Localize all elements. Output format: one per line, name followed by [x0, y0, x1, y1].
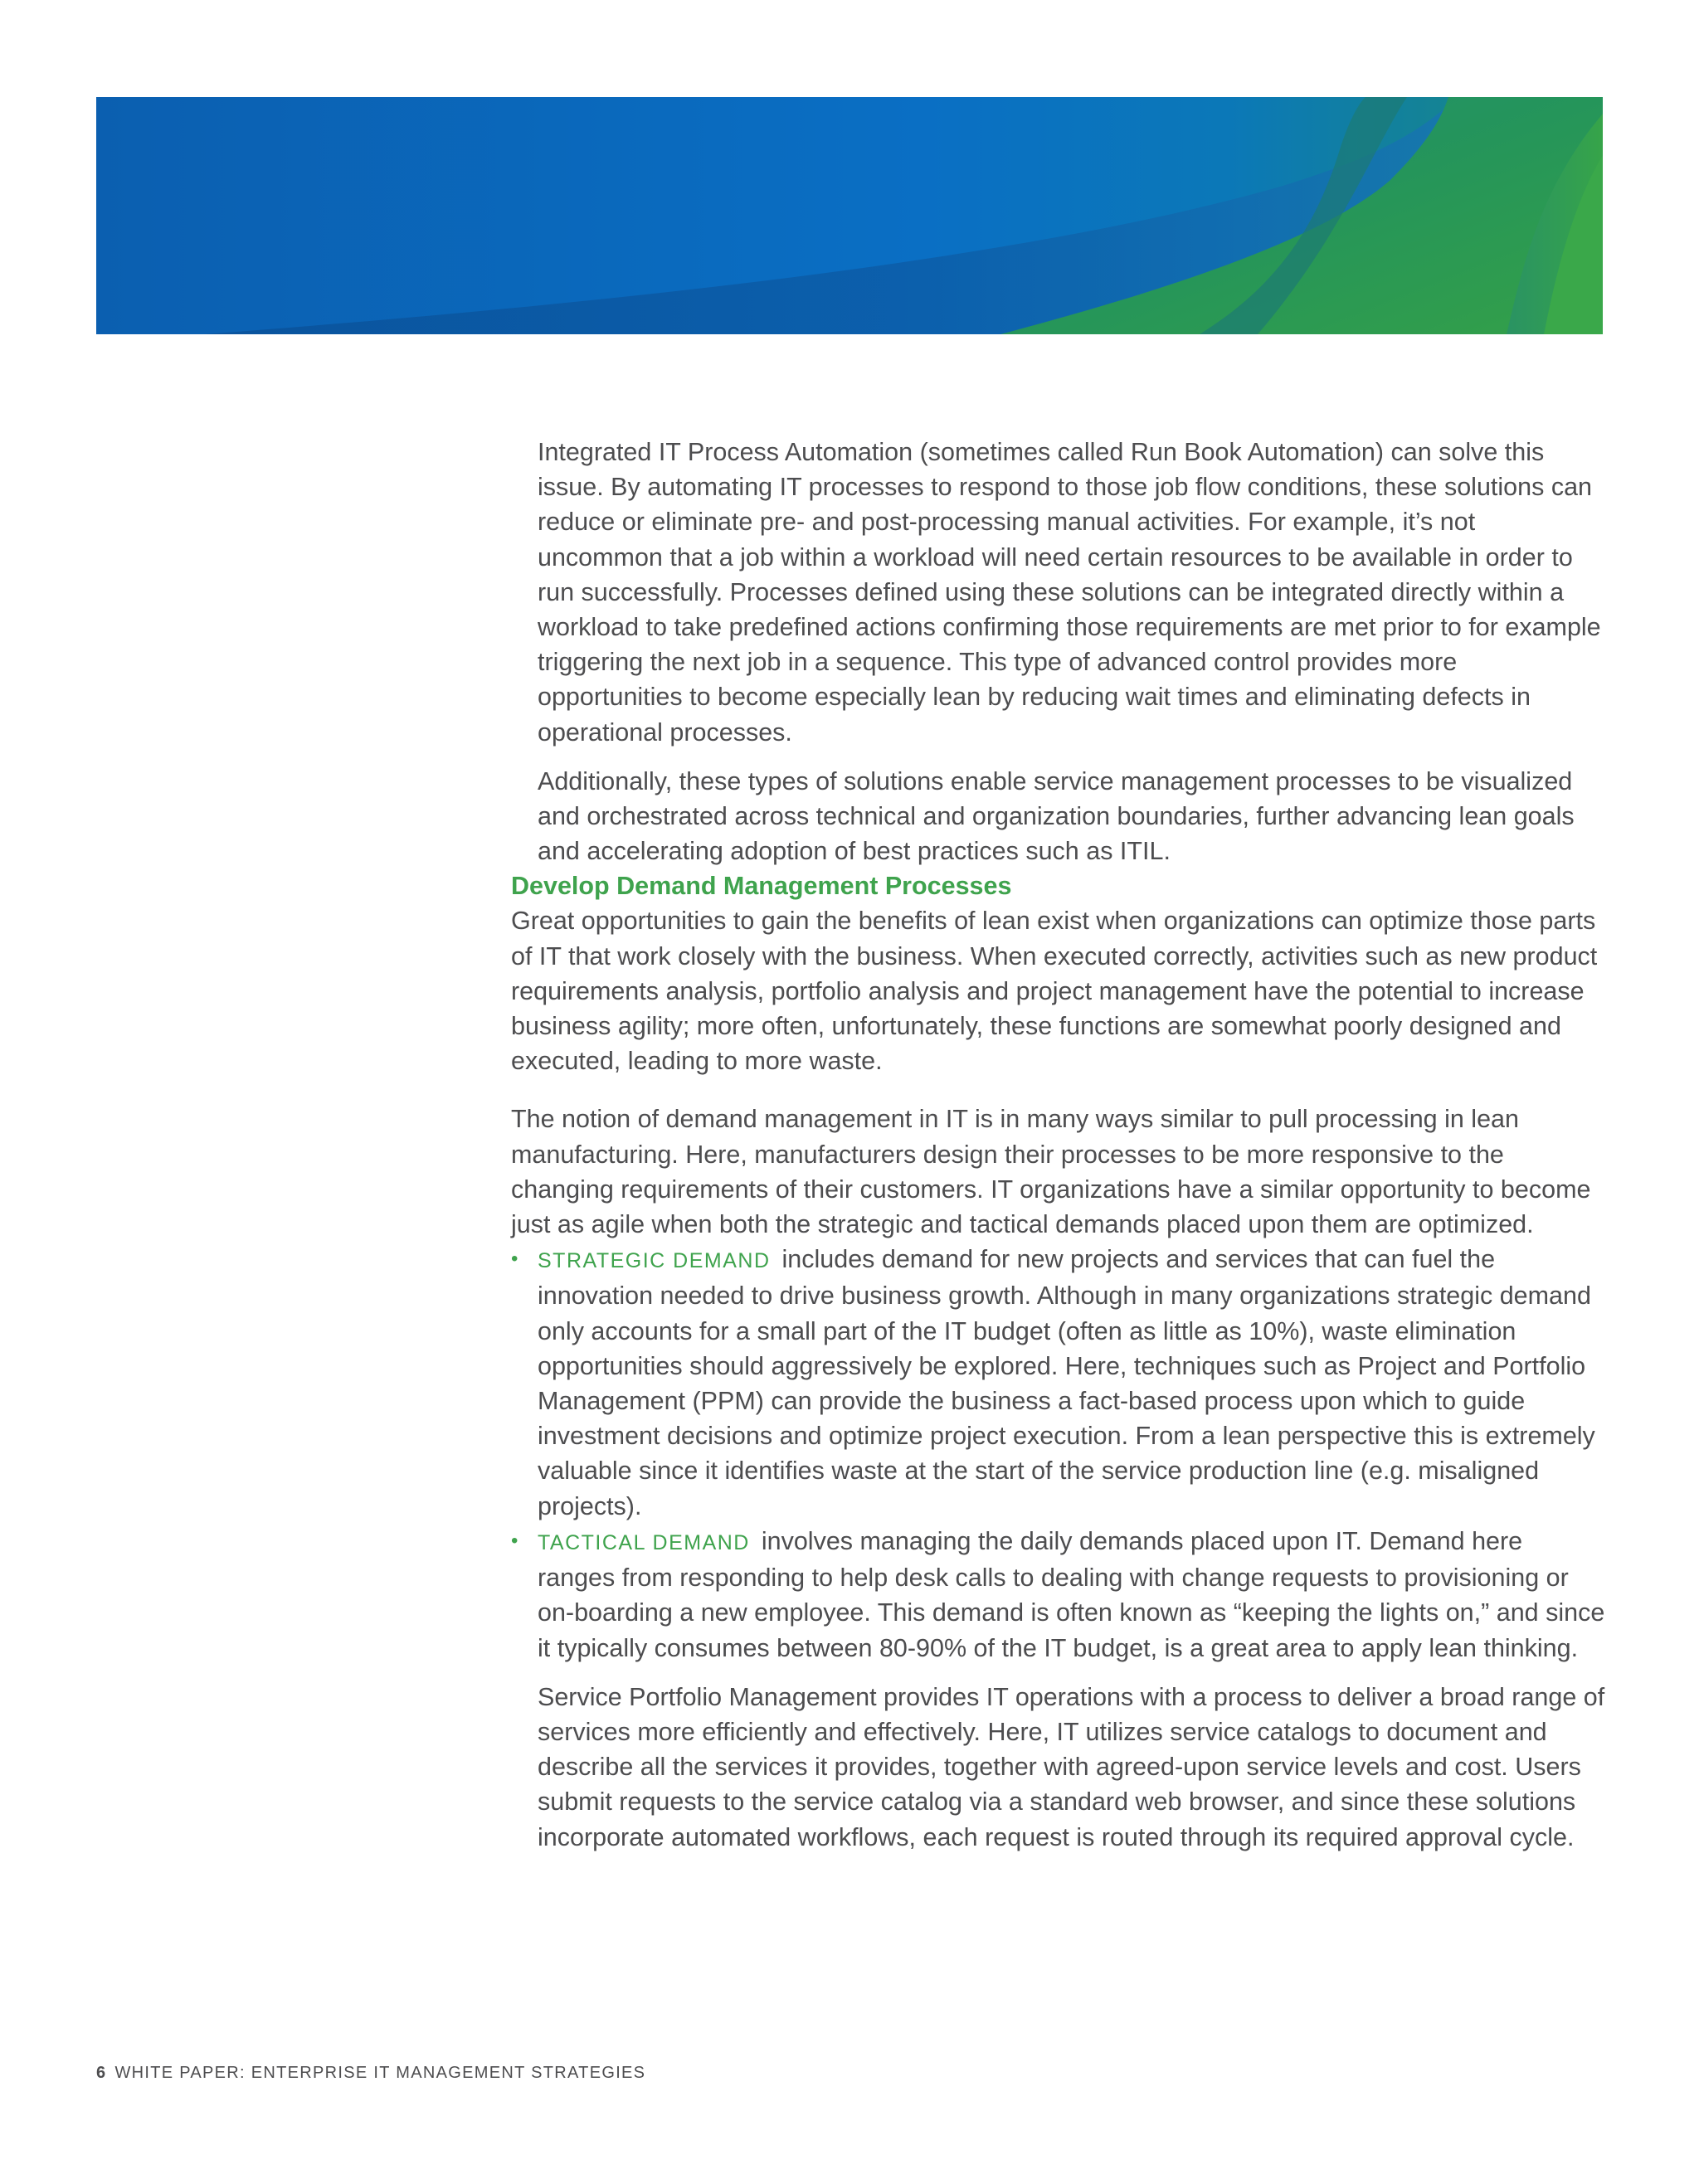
banner-graphic [96, 97, 1603, 334]
bullet-term: TACTICAL DEMAND [538, 1530, 750, 1554]
intro-paragraph-1: Integrated IT Process Automation (sometimes called Run Book Automation) can solve this issue. By automating IT processes to respond to those job flow conditions, these solutions can reduce or eliminate pre- and post-processing manual activities. For example, it’s not uncommon that a job within a workload will need certain resources to be available in order to run successfully. Processes defined using these solutions can be integrated directly within a workload to take predefined actions confirming those requirements are met prior to for example triggering the next job in a sequence. This type of advanced control provides more opportunities to become especially lean by reducing wait times and eliminating defects in operational processes. [538, 438, 1601, 747]
bullet-text: includes demand for new projects and services that can fuel the innovation needed to drive business growth. Although in many organizations strategic demand only accounts for a small part of the IT budget (often as little as 10%), waste elimination opportunities should aggressively be explored. Here, techniques such as Project and Portfolio Management (PPM) can provide the business a fact-based process upon which to guide investment decisions and optimize project execution. From a lean perspective this is extremely valuable since it identifies waste at the start of the service production line (e.g. misaligned projects). [538, 1245, 1595, 1520]
bullet-marker: • [511, 1248, 518, 1271]
bullet-strategic-demand [511, 1242, 1606, 1524]
bullet-term: STRATEGIC DEMAND [538, 1249, 771, 1273]
bullet-marker: • [511, 1529, 518, 1552]
main-content [511, 435, 1606, 1855]
header-banner [96, 97, 1603, 334]
intro-paragraph-2: Additionally, these types of solutions enable service management processes to be visualized and orchestrated across technical and organization boundaries, further advancing lean goals and accelerating adoption of best practices such as ITIL. [538, 766, 1575, 866]
page-number: 6 [96, 2064, 107, 2082]
footer-title: WHITE PAPER: ENTERPRISE IT MANAGEMENT STRATEGIES [114, 2064, 646, 2082]
bullet-tactical-demand [511, 1524, 1606, 1666]
closing-paragraph: Service Portfolio Management provides IT operations with a process to deliver a broad range of services more efficiently and effectively. Here, IT utilizes service catalogs to document and describe all the services it provides, together with agreed-upon service levels and cost. Users submit requests to the service catalog via a standard web browser, and since these solutions incorporate automated workflows, each request is routed through its required approval cycle. [538, 1682, 1605, 1851]
bullet-text: involves managing the daily demands placed upon IT. Demand here ranges from responding to help desk calls to dealing with change requests to provisioning or on-boarding a new employee. This demand is often known as “keeping the lights on,” and since it typically consumes between 80-90% of the IT budget, is a great area to apply lean thinking. [538, 1526, 1605, 1662]
section-paragraph-2: The notion of demand management in IT is in many ways similar to pull processing in lean manufacturing. Here, manufacturers design their processes to be more responsive to the changing requirements of their customers. IT organizations have a similar opportunity to become just as agile when both the strategic and tactical demands placed upon them are optimized. [511, 1105, 1591, 1239]
page-footer [96, 2064, 645, 2083]
section-paragraph-1: Great opportunities to gain the benefits of lean exist when organizations can optimize those parts of IT that work closely with the business. When executed correctly, activities such as new product requirements analysis, portfolio analysis and project management have the potential to increase business agility; more often, unfortunately, these functions are somewhat poorly designed and executed, leading to more waste. [511, 907, 1598, 1076]
section-heading: Develop Demand Management Processes [511, 872, 1012, 901]
